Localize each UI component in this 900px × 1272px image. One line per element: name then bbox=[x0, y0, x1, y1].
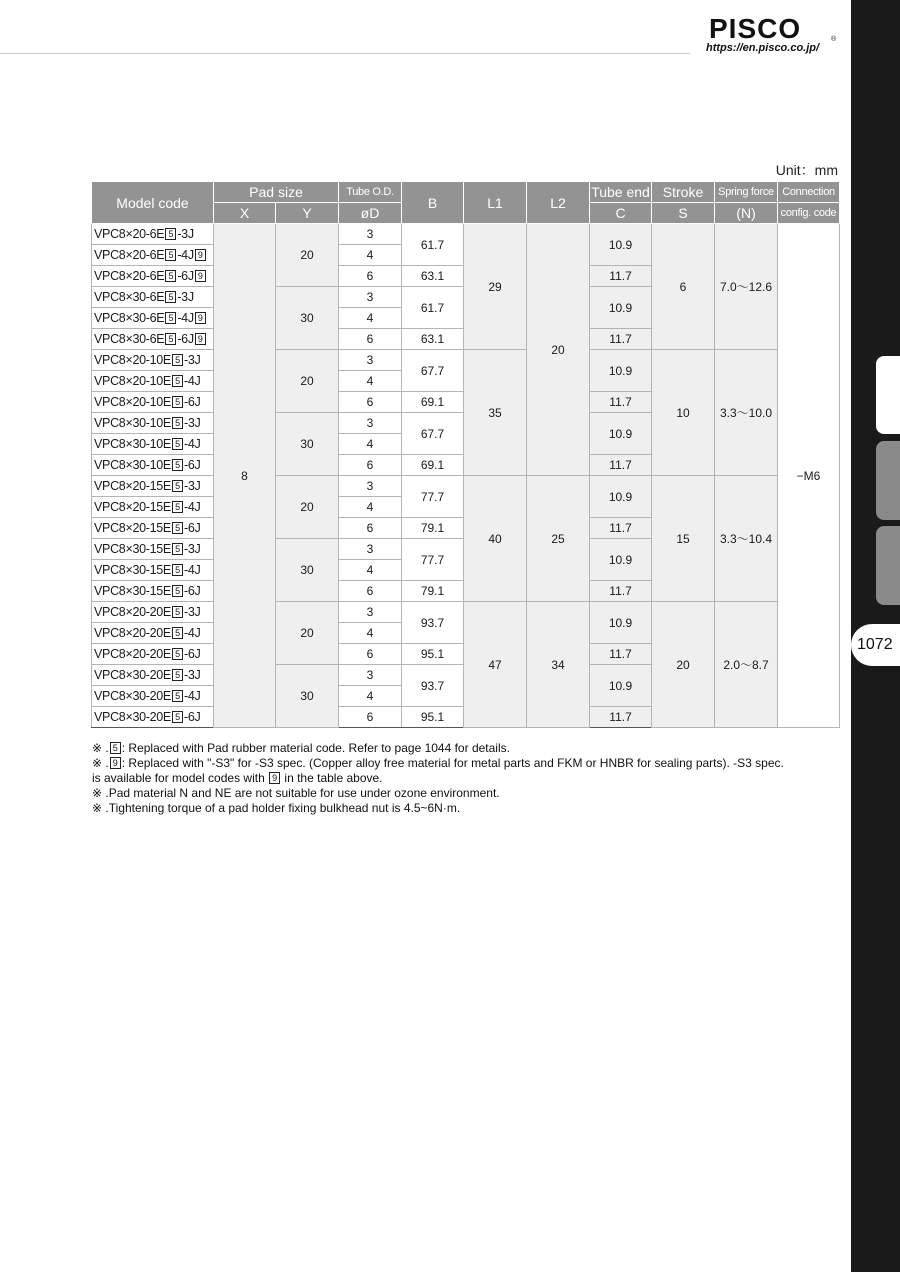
b-cell: 79.1 bbox=[402, 581, 464, 602]
index-tab[interactable] bbox=[876, 441, 900, 520]
pad-y-cell: 20 bbox=[276, 476, 339, 539]
pad-y-cell: 30 bbox=[276, 413, 339, 476]
header-model-code: Model code bbox=[92, 182, 214, 224]
l1-cell: 40 bbox=[464, 476, 527, 602]
c-cell: 10.9 bbox=[590, 476, 652, 518]
table-row bbox=[92, 224, 840, 245]
model-suffix: -6J bbox=[183, 458, 201, 472]
model-suffix: -4J bbox=[177, 248, 194, 262]
tube-od-cell: 6 bbox=[339, 266, 402, 287]
c-cell: 11.7 bbox=[590, 581, 652, 602]
model-suffix: -6J bbox=[183, 647, 201, 661]
pad-y-cell: 20 bbox=[276, 350, 339, 413]
tube-od-cell: 3 bbox=[339, 602, 402, 623]
code-box: 5 bbox=[172, 606, 183, 618]
b-cell: 77.7 bbox=[402, 539, 464, 581]
pad-y-cell: 30 bbox=[276, 665, 339, 728]
model-base: VPC8×30-10E bbox=[94, 437, 171, 451]
model-base: VPC8×30-20E bbox=[94, 710, 171, 724]
code-box: 5 bbox=[165, 228, 176, 240]
model-base: VPC8×30-10E bbox=[94, 416, 171, 430]
model-base: VPC8×30-15E bbox=[94, 584, 171, 598]
header-b: B bbox=[402, 182, 464, 224]
note-text: : Replaced with "-S3" for -S3 spec. (Copper alloy free material for metal parts and FKM or HNBR for sealing parts). -S3 spec. bbox=[121, 756, 784, 770]
model-code-cell bbox=[92, 434, 214, 455]
model-base: VPC8×30-6E bbox=[94, 290, 165, 304]
b-cell: 79.1 bbox=[402, 518, 464, 539]
model-suffix: -4J bbox=[183, 563, 201, 577]
spring-force-cell: 7.0～12.6 bbox=[715, 224, 778, 350]
note-s3-spec bbox=[92, 756, 842, 771]
spring-force-cell: 3.3～10.0 bbox=[715, 350, 778, 476]
code-box: 5 bbox=[165, 312, 176, 324]
b-cell: 63.1 bbox=[402, 266, 464, 287]
model-base: VPC8×20-10E bbox=[94, 374, 171, 388]
stroke-cell: 15 bbox=[652, 476, 715, 602]
model-code-cell bbox=[92, 350, 214, 371]
model-suffix: -4J bbox=[183, 374, 201, 388]
pad-x-cell: 8 bbox=[214, 224, 276, 728]
table-row bbox=[92, 350, 840, 371]
model-code-cell bbox=[92, 602, 214, 623]
model-code-cell bbox=[92, 560, 214, 581]
connection-cell: −M6 bbox=[778, 224, 840, 728]
tube-od-cell: 3 bbox=[339, 350, 402, 371]
model-suffix: -6J bbox=[183, 395, 201, 409]
code-box: 9 bbox=[195, 249, 206, 261]
code-box: 5 bbox=[165, 291, 176, 303]
b-cell: 69.1 bbox=[402, 455, 464, 476]
pad-y-cell: 20 bbox=[276, 602, 339, 665]
table-header bbox=[92, 182, 840, 224]
code-box: 5 bbox=[172, 585, 183, 597]
code-box: 5 bbox=[172, 669, 183, 681]
code-box: 5 bbox=[165, 333, 176, 345]
registered-mark: ® bbox=[831, 36, 837, 43]
code-box: 5 bbox=[172, 522, 183, 534]
c-cell: 10.9 bbox=[590, 602, 652, 644]
model-base: VPC8×20-20E bbox=[94, 626, 171, 640]
model-base: VPC8×20-10E bbox=[94, 353, 171, 367]
header-s: S bbox=[652, 203, 715, 224]
model-code-cell bbox=[92, 392, 214, 413]
model-suffix: -3J bbox=[183, 668, 201, 682]
note-ozone: ※ .Pad material N and NE are not suitable for use under ozone environment. bbox=[92, 786, 500, 800]
website-url[interactable]: https://en.pisco.co.jp/ bbox=[706, 42, 820, 54]
header-c: C bbox=[590, 203, 652, 224]
note-mark: ※ . bbox=[92, 741, 109, 755]
tube-od-cell: 6 bbox=[339, 455, 402, 476]
c-cell: 11.7 bbox=[590, 266, 652, 287]
table-body bbox=[92, 224, 840, 728]
model-suffix: -4J bbox=[177, 311, 194, 325]
c-cell: 11.7 bbox=[590, 644, 652, 665]
tube-od-cell: 4 bbox=[339, 497, 402, 518]
index-tab[interactable] bbox=[876, 526, 900, 605]
header-l1: L1 bbox=[464, 182, 527, 224]
tube-od-cell: 3 bbox=[339, 539, 402, 560]
header-n: (N) bbox=[715, 203, 778, 224]
tube-od-cell: 6 bbox=[339, 707, 402, 728]
c-cell: 10.9 bbox=[590, 413, 652, 455]
tube-od-cell: 4 bbox=[339, 434, 402, 455]
model-code-cell bbox=[92, 455, 214, 476]
l1-cell: 35 bbox=[464, 350, 527, 476]
model-suffix: -3J bbox=[183, 605, 201, 619]
stroke-cell: 6 bbox=[652, 224, 715, 350]
tube-od-cell: 4 bbox=[339, 686, 402, 707]
model-suffix: -4J bbox=[183, 626, 201, 640]
header-y: Y bbox=[276, 203, 339, 224]
pisco-logo: PISCO bbox=[709, 13, 802, 44]
model-code-cell bbox=[92, 707, 214, 728]
tube-od-cell: 3 bbox=[339, 476, 402, 497]
b-cell: 61.7 bbox=[402, 224, 464, 266]
model-base: VPC8×30-15E bbox=[94, 563, 171, 577]
c-cell: 10.9 bbox=[590, 539, 652, 581]
stroke-cell: 20 bbox=[652, 602, 715, 728]
model-base: VPC8×20-20E bbox=[94, 647, 171, 661]
model-code-cell bbox=[92, 329, 214, 350]
header-config-code: config. code bbox=[778, 203, 840, 224]
tube-od-cell: 6 bbox=[339, 644, 402, 665]
code-box: 5 bbox=[172, 648, 183, 660]
l2-cell: 34 bbox=[527, 602, 590, 728]
header-spring-force: Spring force bbox=[715, 182, 778, 203]
b-cell: 67.7 bbox=[402, 350, 464, 392]
header-tube-od: Tube O.D. bbox=[339, 182, 402, 203]
note-pad-rubber bbox=[92, 741, 842, 756]
model-code-cell bbox=[92, 245, 214, 266]
model-code-cell bbox=[92, 476, 214, 497]
code-box: 9 bbox=[110, 757, 121, 769]
spec-table bbox=[91, 181, 840, 728]
tube-od-cell: 3 bbox=[339, 413, 402, 434]
header-rule bbox=[0, 53, 690, 54]
note-text: is available for model codes with bbox=[92, 771, 269, 785]
note-mark: ※ . bbox=[92, 756, 109, 770]
model-base: VPC8×30-6E bbox=[94, 332, 165, 346]
header-tube-end: Tube end bbox=[590, 182, 652, 203]
b-cell: 93.7 bbox=[402, 602, 464, 644]
unit-label: Unit：mm bbox=[775, 162, 838, 178]
code-box: 5 bbox=[172, 543, 183, 555]
code-box: 5 bbox=[172, 396, 183, 408]
model-base: VPC8×20-10E bbox=[94, 395, 171, 409]
pad-y-cell: 30 bbox=[276, 539, 339, 602]
tube-od-cell: 6 bbox=[339, 392, 402, 413]
model-code-cell bbox=[92, 371, 214, 392]
model-base: VPC8×20-6E bbox=[94, 227, 165, 241]
code-box: 5 bbox=[172, 690, 183, 702]
l2-cell: 20 bbox=[527, 224, 590, 476]
model-code-cell bbox=[92, 644, 214, 665]
note-text: : Replaced with Pad rubber material code. Refer to page 1044 for details. bbox=[121, 741, 510, 755]
spring-force-cell: 3.3～10.4 bbox=[715, 476, 778, 602]
c-cell: 11.7 bbox=[590, 392, 652, 413]
header-stroke: Stroke bbox=[652, 182, 715, 203]
l1-cell: 29 bbox=[464, 224, 527, 350]
model-code-cell bbox=[92, 518, 214, 539]
model-suffix: -6J bbox=[177, 332, 194, 346]
c-cell: 10.9 bbox=[590, 224, 652, 266]
tube-od-cell: 6 bbox=[339, 329, 402, 350]
model-code-cell bbox=[92, 266, 214, 287]
model-suffix: -3J bbox=[183, 542, 201, 556]
model-suffix: -4J bbox=[183, 437, 201, 451]
stroke-cell: 10 bbox=[652, 350, 715, 476]
code-box: 5 bbox=[172, 711, 183, 723]
model-base: VPC8×20-6E bbox=[94, 248, 165, 262]
pad-y-cell: 30 bbox=[276, 287, 339, 350]
code-box: 9 bbox=[195, 312, 206, 324]
code-box: 5 bbox=[172, 417, 183, 429]
model-suffix: -6J bbox=[177, 269, 194, 283]
pad-y-cell: 20 bbox=[276, 224, 339, 287]
tube-od-cell: 4 bbox=[339, 623, 402, 644]
code-box: 5 bbox=[172, 354, 183, 366]
header-l2: L2 bbox=[527, 182, 590, 224]
table-row bbox=[92, 476, 840, 497]
code-box: 9 bbox=[195, 333, 206, 345]
table-row bbox=[92, 602, 840, 623]
code-box: 5 bbox=[172, 480, 183, 492]
page-number: 1072 bbox=[851, 624, 900, 666]
b-cell: 67.7 bbox=[402, 413, 464, 455]
b-cell: 63.1 bbox=[402, 329, 464, 350]
model-base: VPC8×30-6E bbox=[94, 311, 165, 325]
b-cell: 69.1 bbox=[402, 392, 464, 413]
code-box: 5 bbox=[172, 501, 183, 513]
note-torque: ※ .Tightening torque of a pad holder fixing bulkhead nut is 4.5~6N·m. bbox=[92, 801, 461, 815]
code-box: 5 bbox=[172, 375, 183, 387]
model-suffix: -6J bbox=[183, 710, 201, 724]
model-code-cell bbox=[92, 539, 214, 560]
note-text: in the table above. bbox=[281, 771, 383, 785]
model-base: VPC8×30-20E bbox=[94, 689, 171, 703]
header-x: X bbox=[214, 203, 276, 224]
model-base: VPC8×20-6E bbox=[94, 269, 165, 283]
c-cell: 11.7 bbox=[590, 518, 652, 539]
model-base: VPC8×30-20E bbox=[94, 668, 171, 682]
footnotes bbox=[92, 741, 842, 816]
model-code-cell bbox=[92, 686, 214, 707]
tube-od-cell: 6 bbox=[339, 518, 402, 539]
c-cell: 11.7 bbox=[590, 707, 652, 728]
code-box: 5 bbox=[172, 564, 183, 576]
model-suffix: -6J bbox=[183, 584, 201, 598]
c-cell: 10.9 bbox=[590, 287, 652, 329]
note-s3-continued bbox=[92, 771, 842, 786]
tube-od-cell: 3 bbox=[339, 224, 402, 245]
b-cell: 93.7 bbox=[402, 665, 464, 707]
code-box: 5 bbox=[165, 249, 176, 261]
tube-od-cell: 4 bbox=[339, 245, 402, 266]
b-cell: 95.1 bbox=[402, 644, 464, 665]
tube-od-cell: 4 bbox=[339, 560, 402, 581]
b-cell: 77.7 bbox=[402, 476, 464, 518]
model-suffix: -3J bbox=[177, 227, 194, 241]
model-code-cell bbox=[92, 308, 214, 329]
c-cell: 11.7 bbox=[590, 329, 652, 350]
l1-cell: 47 bbox=[464, 602, 527, 728]
model-base: VPC8×30-10E bbox=[94, 458, 171, 472]
header-od: øD bbox=[339, 203, 402, 224]
b-cell: 61.7 bbox=[402, 287, 464, 329]
code-box: 5 bbox=[172, 459, 183, 471]
model-suffix: -4J bbox=[183, 689, 201, 703]
model-base: VPC8×30-15E bbox=[94, 542, 171, 556]
header-connection: Connection bbox=[778, 182, 840, 203]
code-box: 9 bbox=[269, 772, 280, 784]
tube-od-cell: 3 bbox=[339, 665, 402, 686]
model-suffix: -3J bbox=[177, 290, 194, 304]
code-box: 5 bbox=[172, 627, 183, 639]
code-box: 5 bbox=[165, 270, 176, 282]
index-tab-current[interactable] bbox=[876, 356, 900, 434]
model-code-cell bbox=[92, 287, 214, 308]
model-code-cell bbox=[92, 665, 214, 686]
c-cell: 11.7 bbox=[590, 455, 652, 476]
model-code-cell bbox=[92, 497, 214, 518]
tube-od-cell: 3 bbox=[339, 287, 402, 308]
spring-force-cell: 2.0～8.7 bbox=[715, 602, 778, 728]
tube-od-cell: 4 bbox=[339, 371, 402, 392]
model-suffix: -3J bbox=[183, 416, 201, 430]
model-code-cell bbox=[92, 413, 214, 434]
c-cell: 10.9 bbox=[590, 665, 652, 707]
code-box: 5 bbox=[172, 438, 183, 450]
l2-cell: 25 bbox=[527, 476, 590, 602]
code-box: 5 bbox=[110, 742, 121, 754]
model-suffix: -3J bbox=[183, 353, 201, 367]
model-code-cell bbox=[92, 581, 214, 602]
tube-od-cell: 4 bbox=[339, 308, 402, 329]
model-base: VPC8×20-15E bbox=[94, 479, 171, 493]
model-base: VPC8×20-15E bbox=[94, 500, 171, 514]
c-cell: 10.9 bbox=[590, 350, 652, 392]
model-suffix: -6J bbox=[183, 521, 201, 535]
tube-od-cell: 6 bbox=[339, 581, 402, 602]
model-base: VPC8×20-15E bbox=[94, 521, 171, 535]
header-pad-size: Pad size bbox=[214, 182, 339, 203]
model-suffix: -3J bbox=[183, 479, 201, 493]
model-code-cell bbox=[92, 623, 214, 644]
model-suffix: -4J bbox=[183, 500, 201, 514]
model-base: VPC8×20-20E bbox=[94, 605, 171, 619]
code-box: 9 bbox=[195, 270, 206, 282]
model-code-cell bbox=[92, 224, 214, 245]
b-cell: 95.1 bbox=[402, 707, 464, 728]
